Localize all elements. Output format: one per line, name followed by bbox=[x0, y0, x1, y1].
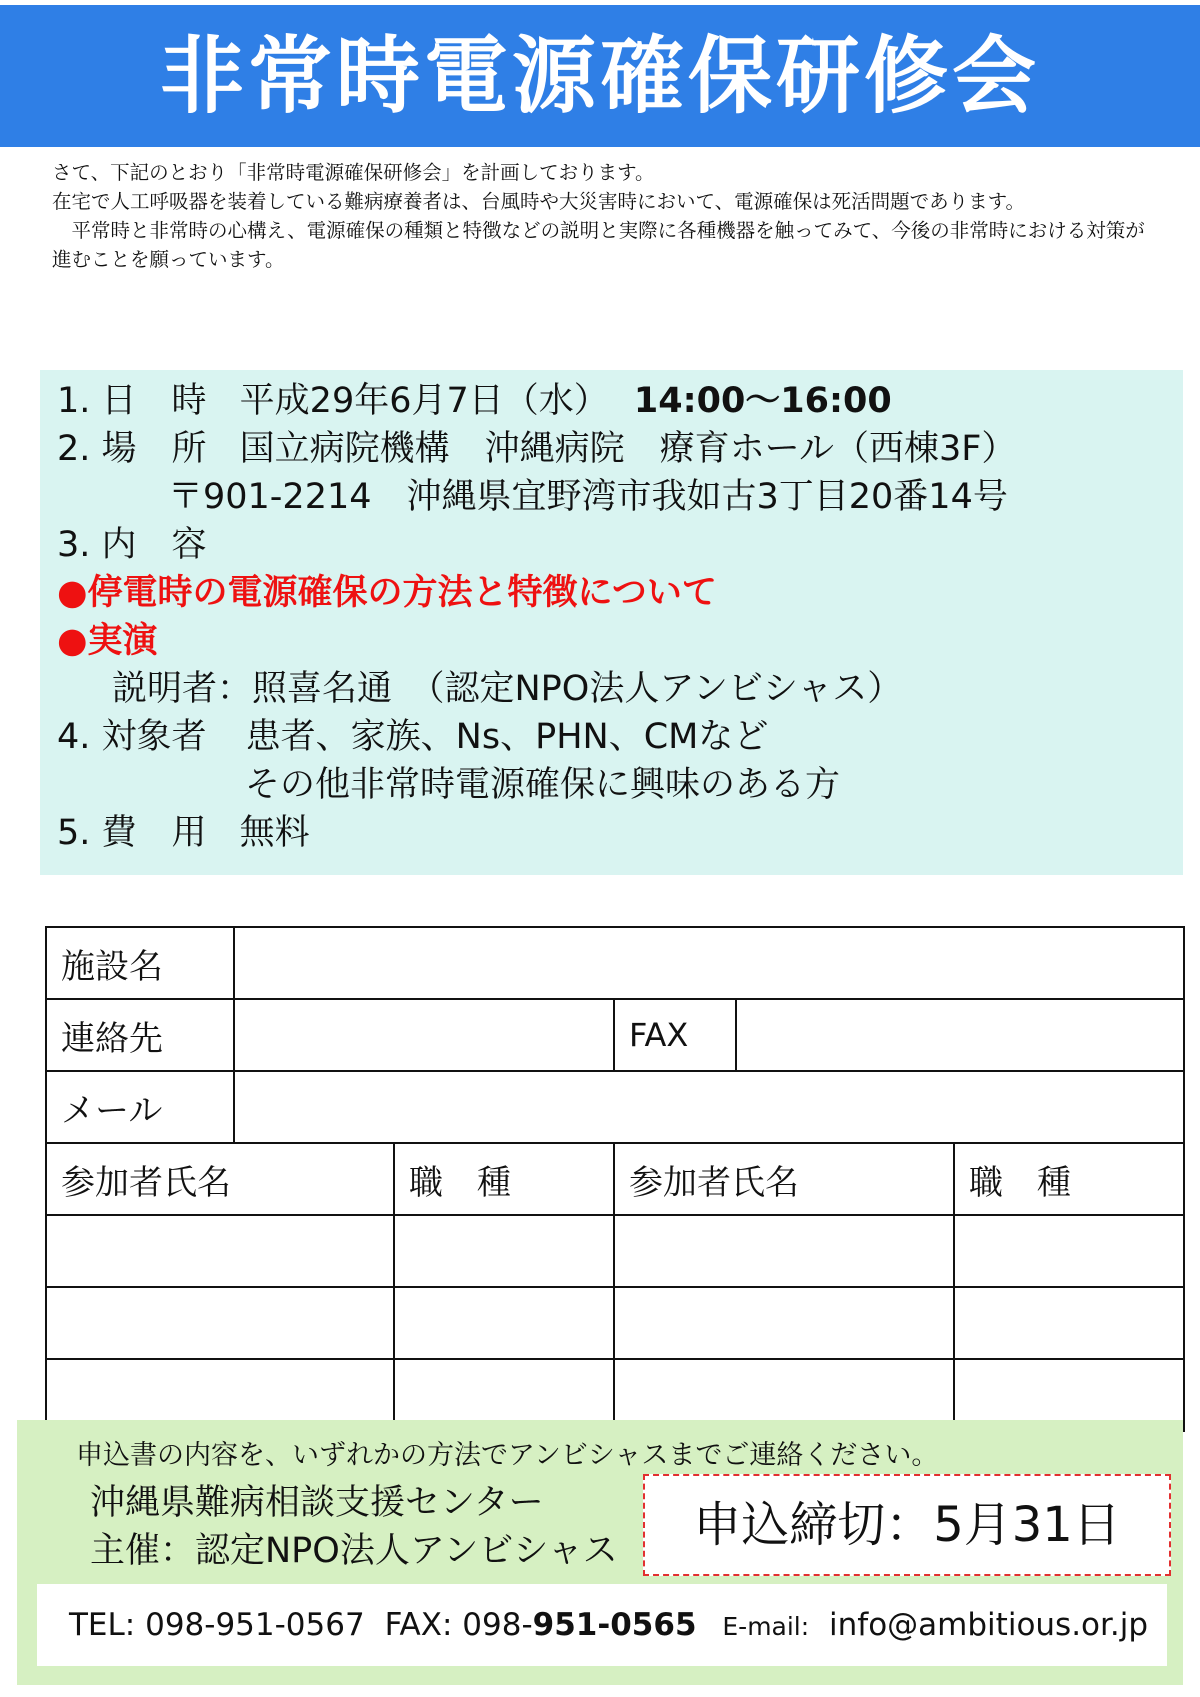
application-form bbox=[45, 926, 1185, 1432]
content-label: 3. 内 容 bbox=[57, 525, 207, 565]
presenter: 説明者：照喜名通 （認定NPO法人アンビシャス） bbox=[112, 669, 903, 709]
participant-name-field[interactable] bbox=[614, 1215, 954, 1287]
target-value: 患者、家族、Ns、PHN、CMなど bbox=[245, 717, 769, 757]
job-field[interactable] bbox=[954, 1215, 1184, 1287]
contact-label: 連絡先 bbox=[46, 999, 234, 1071]
participant-header-row bbox=[46, 1143, 1184, 1215]
job-header-2: 職 種 bbox=[954, 1143, 1184, 1215]
place-row bbox=[57, 426, 1016, 472]
email-label: E-mail: bbox=[722, 1612, 810, 1641]
participant-name-header: 参加者氏名 bbox=[46, 1143, 394, 1215]
target-value-2: その他非常時電源確保に興味のある方 bbox=[245, 765, 841, 805]
mail-label: メール bbox=[46, 1071, 234, 1143]
participant-name-field[interactable] bbox=[46, 1215, 394, 1287]
date-label: 1. 日 時 bbox=[57, 381, 207, 421]
content-item-demo: ●実演 bbox=[57, 621, 158, 661]
job-field[interactable] bbox=[954, 1287, 1184, 1359]
target-row bbox=[57, 714, 768, 760]
participant-name-field[interactable] bbox=[614, 1287, 954, 1359]
place-value: 国立病院機構 沖縄病院 療育ホール（西棟3F） bbox=[239, 429, 1017, 469]
job-header: 職 種 bbox=[394, 1143, 614, 1215]
intro-line-2: 在宅で人工呼吸器を装着している難病療養者は、台風時や大災害時において、電源確保は死活問題であります。 bbox=[52, 190, 1026, 213]
support-center: 沖縄県難病相談支援センター bbox=[90, 1483, 544, 1523]
contact-field[interactable] bbox=[234, 999, 614, 1071]
participant-name-header-2: 参加者氏名 bbox=[614, 1143, 954, 1215]
facility-field[interactable] bbox=[234, 927, 1184, 999]
content-item-power: ●停電時の電源確保の方法と特徴について bbox=[57, 573, 717, 613]
place-label: 2. 場 所 bbox=[57, 429, 207, 469]
job-field[interactable] bbox=[394, 1215, 614, 1287]
facility-row bbox=[46, 927, 1184, 999]
page-title: 非常時電源確保研修会 bbox=[0, 5, 1200, 147]
fax-label: FAX bbox=[614, 999, 736, 1071]
contact-info bbox=[37, 1584, 1167, 1666]
participant-row bbox=[46, 1287, 1184, 1359]
job-field[interactable] bbox=[394, 1287, 614, 1359]
fax-field[interactable] bbox=[736, 999, 1184, 1071]
organizer: 主催：認定NPO法人アンビシャス bbox=[90, 1531, 618, 1571]
intro-text bbox=[52, 158, 1152, 274]
contact-row bbox=[46, 999, 1184, 1071]
fee-label: 5. 費 用 bbox=[57, 813, 207, 853]
address: 〒901-2214 沖縄県宜野湾市我如古3丁目20番14号 bbox=[168, 477, 1008, 517]
tel: TEL: 098-951-0567 bbox=[69, 1607, 365, 1643]
fee-row bbox=[57, 810, 310, 856]
fax-prefix: FAX: 098- bbox=[384, 1607, 533, 1643]
intro-line-1: さて、下記のとおり「非常時電源確保研修会」を計画しております。 bbox=[52, 161, 655, 184]
facility-label: 施設名 bbox=[46, 927, 234, 999]
email-link[interactable]: info@ambitious.or.jp bbox=[829, 1607, 1149, 1643]
deadline-box: 申込締切：5月31日 bbox=[643, 1474, 1171, 1576]
time-value: 14:00〜16:00 bbox=[633, 381, 892, 421]
participant-name-field[interactable] bbox=[46, 1287, 394, 1359]
date-row bbox=[57, 378, 892, 424]
mail-field[interactable] bbox=[234, 1071, 1184, 1143]
fax-number: 951-0565 bbox=[532, 1607, 697, 1643]
mail-row bbox=[46, 1071, 1184, 1143]
fee-value: 無料 bbox=[239, 813, 310, 853]
date-value: 平成29年6月7日（水） bbox=[239, 381, 609, 421]
participant-row bbox=[46, 1215, 1184, 1287]
submission-notice: 申込書の内容を、いずれかの方法でアンビシャスまでご連絡ください。 bbox=[76, 1440, 939, 1471]
target-label: 4. 対象者 bbox=[57, 717, 207, 757]
intro-line-3: 平常時と非常時の心構え、電源確保の種類と特徴などの説明と実際に各種機器を触ってみて、今後の非常時における対策が進むことを願っています。 bbox=[52, 219, 1145, 271]
